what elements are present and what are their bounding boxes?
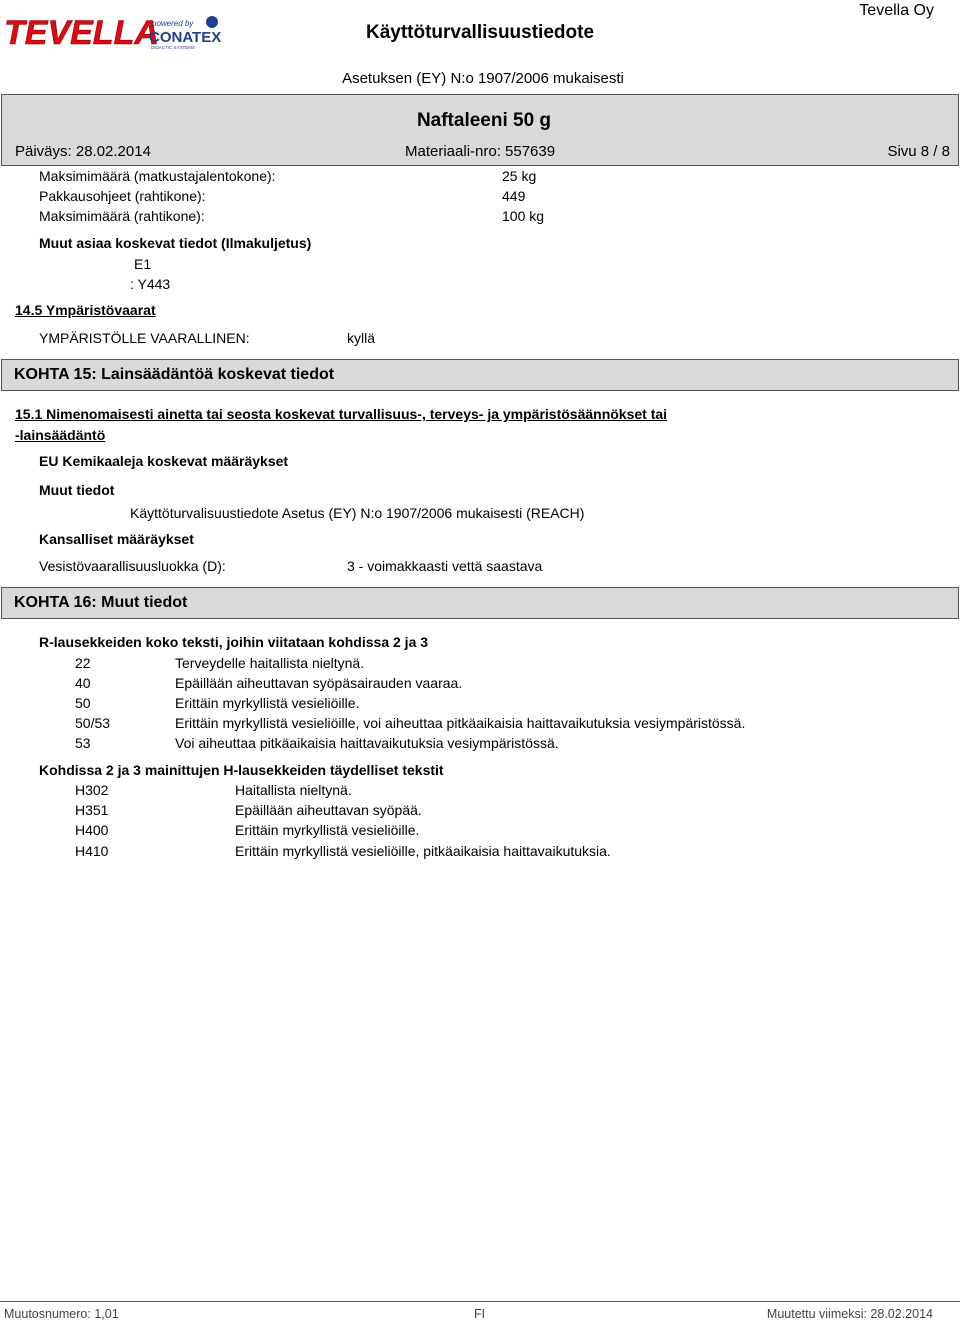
footer-language: FI xyxy=(474,1307,486,1321)
logo-sub-conatex: CONATEX xyxy=(149,29,222,46)
document-title: Käyttöturvallisuustiedote xyxy=(365,22,595,43)
r-phrase-text: Terveydelle haitallista nieltynä. xyxy=(175,655,365,671)
section-16-title: KOHTA 16: Muut tiedot xyxy=(14,594,188,611)
r-phrase-text: Epäillään aiheuttavan syöpäsairauden vaaraa. xyxy=(175,675,463,691)
h-statements-heading: Kohdissa 2 ja 3 mainittujen H-lausekkeiden täydelliset tekstit xyxy=(39,762,444,778)
r-phrase-code: 22 xyxy=(75,655,91,671)
company-name: Tevella Oy xyxy=(859,2,934,19)
page-number: Sivu 8 / 8 xyxy=(887,143,950,160)
r-phrase-text: Erittäin myrkyllistä vesieliöille, voi aiheuttaa pitkäaikaisia haittavaikutuksia vesiympäristössä. xyxy=(175,715,746,731)
r-phrase-code: 50 xyxy=(75,695,91,711)
r-phrase-text: Erittäin myrkyllistä vesieliöille. xyxy=(175,695,360,711)
r-phrase-code: 53 xyxy=(75,735,91,751)
environment-value: kyllä xyxy=(347,330,376,346)
water-hazard-label: Vesistövaarallisuusluokka (D): xyxy=(39,558,226,574)
h-statement-text: Erittäin myrkyllistä vesieliöille. xyxy=(235,822,420,838)
transport-label: Pakkausohjeet (rahtikone): xyxy=(39,188,206,204)
h-statement-text: Epäillään aiheuttavan syöpää. xyxy=(235,802,422,818)
section-15-title: KOHTA 15: Lainsäädäntöä koskevat tiedot xyxy=(14,366,335,383)
air-transport-line-1: E1 xyxy=(134,256,152,272)
h-statement-text: Erittäin myrkyllistä vesieliöille, pitkäaikaisia haittavaikutuksia. xyxy=(235,843,611,859)
environment-label: YMPÄRISTÖLLE VAARALLINEN: xyxy=(39,330,250,346)
r-phrase-text: Voi aiheuttaa pitkäaikaisia haittavaikutuksia vesiympäristössä. xyxy=(175,735,559,751)
transport-label: Maksimimäärä (matkustajalentokone): xyxy=(39,168,276,184)
environment-heading: 14.5 Ympäristövaarat xyxy=(15,302,156,318)
h-statement-code: H351 xyxy=(75,802,109,818)
transport-value: 25 kg xyxy=(502,168,537,184)
section-16-bar xyxy=(1,587,959,619)
h-statement-code: H410 xyxy=(75,843,109,859)
footer-revision: Muutosnumero: 1,01 xyxy=(4,1307,119,1321)
h-statement-code: H302 xyxy=(75,782,109,798)
logo-sub-powered: powered by xyxy=(152,19,194,28)
transport-value: 100 kg xyxy=(502,208,545,224)
h-statement-code: H400 xyxy=(75,822,109,838)
air-transport-line-2: : Y443 xyxy=(130,276,171,292)
transport-label: Maksimimäärä (rahtikone): xyxy=(39,208,205,224)
logo-text: TEVELLA xyxy=(4,14,159,52)
r-phrase-code: 40 xyxy=(75,675,91,691)
h-statement-text: Haitallista nieltynä. xyxy=(235,782,352,798)
footer-modified-date: Muutettu viimeksi: 28.02.2014 xyxy=(766,1307,933,1321)
other-info-heading: Muut tiedot xyxy=(39,482,115,498)
product-name: Naftaleeni 50 g xyxy=(416,110,552,131)
section-15-bar xyxy=(1,359,959,391)
national-regulations-heading: Kansalliset määräykset xyxy=(39,531,194,547)
material-number: Materiaali-nro: 557639 xyxy=(405,143,556,160)
r-phrase-code: 50/53 xyxy=(75,715,111,731)
r-phrases-heading: R-lausekkeiden koko teksti, joihin viitataan kohdissa 2 ja 3 xyxy=(39,634,429,650)
section-15-1-heading-line-2: -lainsäädäntö xyxy=(15,427,106,443)
air-transport-heading: Muut asiaa koskevat tiedot (Ilmakuljetus) xyxy=(39,235,312,251)
section-15-1-heading-line-1: 15.1 Nimenomaisesti ainetta tai seosta koskevat turvallisuus-, terveys- ja ympäristösäännökset tai xyxy=(15,406,668,422)
logo-sub-didactic: DIDACTIC SYSTEMS xyxy=(151,45,196,50)
regulation-line: Asetuksen (EY) N:o 1907/2006 mukaisesti xyxy=(342,70,624,87)
transport-value: 449 xyxy=(502,188,526,204)
eu-regulations-heading: EU Kemikaaleja koskevat määräykset xyxy=(39,453,289,469)
footer-divider xyxy=(0,1301,960,1302)
water-hazard-value: 3 - voimakkaasti vettä saastava xyxy=(347,558,543,574)
reach-text: Käyttöturvalisuustiedote Asetus (EY) N:o 1907/2006 mukaisesti (REACH) xyxy=(130,505,585,521)
document-date: Päiväys: 28.02.2014 xyxy=(15,143,151,160)
